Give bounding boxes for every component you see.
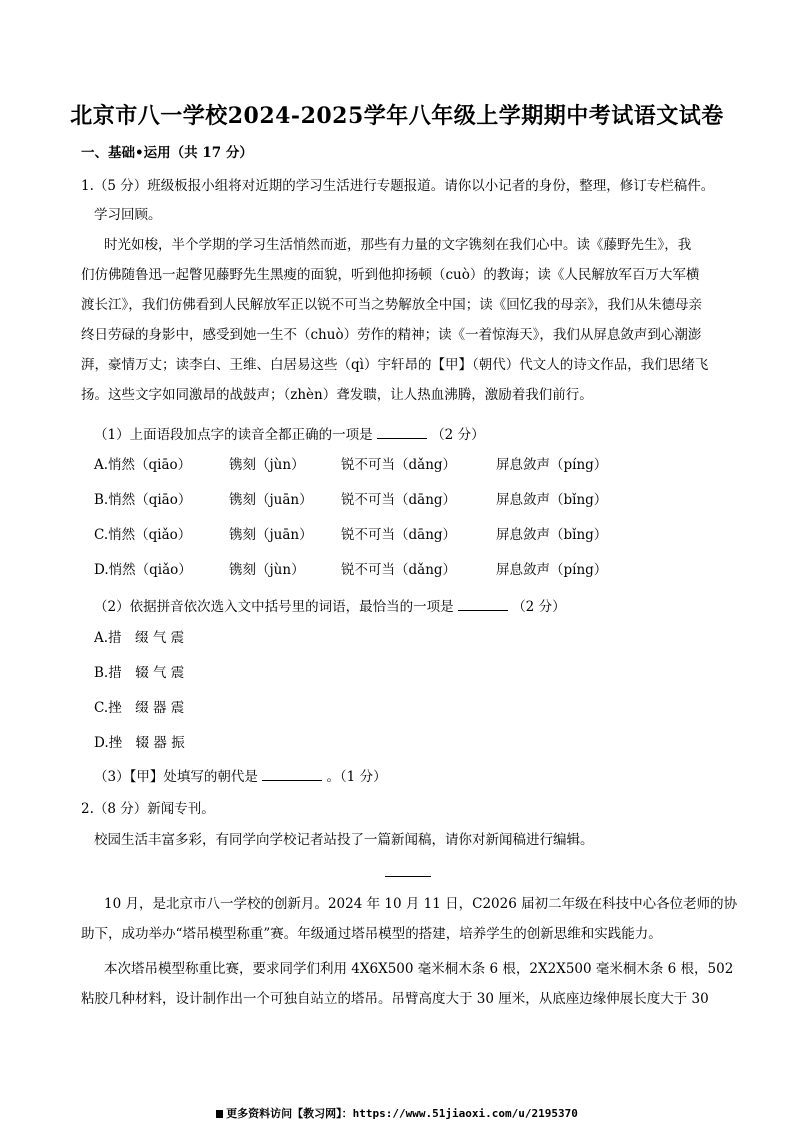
option-c-3: 锐不可当（dāng） <box>341 527 457 543</box>
option-b: B.措 辍 气 震 <box>94 665 185 681</box>
score-text: （2 分） <box>512 599 566 615</box>
footer-link[interactable] <box>0 1105 794 1121</box>
q1-stem-cont: 学习回顾。 <box>94 207 162 223</box>
option-d: D.挫 辍 器 振 <box>94 735 185 751</box>
score-text: （2 分） <box>431 427 485 443</box>
q1-sub3-prompt <box>94 766 387 787</box>
option-d-2: 镌刻（jùn） <box>229 562 305 578</box>
footer-text: 更多资料访问【教习网】：https://www.51jiaoxi.com/u/2195370 <box>226 1107 578 1120</box>
page-title: 北京市八一学校2024-2025学年八年级上学期期中考试语文试卷 <box>70 103 724 129</box>
option-c-1: C.悄然（qiǎo） <box>94 527 192 543</box>
q1-para-line: 渡长江》，我们仿佛看到人民解放军正以锐不可当之势解放全中国；读《回忆我的母亲》，我们从朱德母亲 <box>81 297 702 313</box>
prompt-text: （2）依据拼音依次选入文中括号里的词语，最恰当的一项是 <box>94 599 454 615</box>
prompt-text: （3）【甲】处填写的朝代是 <box>94 769 258 785</box>
q1-para-line: 们仿佛随鲁迅一起瞥见藤野先生黑瘦的面貌，听到他抑扬顿（cuò）的教诲；读《人民解放军百万大军横 <box>81 267 700 283</box>
q1-para-line: 终日劳碌的身影中，感受到她一生不（chuò）劳作的精神；读《一着惊海天》，我们从屏息敛声到心潮澎 <box>81 327 702 343</box>
option-a-2: 镌刻（jùn） <box>229 457 305 473</box>
option-a-3: 锐不可当（dǎng） <box>341 457 457 473</box>
option-b-4: 屏息敛声（bǐng） <box>496 492 608 508</box>
option-a: A.措 缀 气 震 <box>94 630 185 646</box>
option-b-2: 镌刻（juān） <box>229 492 313 508</box>
q1-para-line: 时光如梭，半个学期的学习生活悄然而逝，那些有力量的文字镌刻在我们心中。读《藤野先生》，我 <box>104 237 692 253</box>
score-text: 。（1 分） <box>326 769 387 785</box>
q1-sub1-prompt <box>94 424 485 445</box>
option-a-4: 屏息敛声（píng） <box>496 457 608 473</box>
option-c-2: 镌刻（juān） <box>229 527 313 543</box>
option-b-3: 锐不可当（dāng） <box>341 492 457 508</box>
q2-para-line: 粘胶几种材料，设计制作出一个可独自站立的塔吊。吊臂高度大于 30 厘米，从底座边缘伸展长度大于 30 <box>81 991 709 1007</box>
headline-blank[interactable] <box>385 876 431 877</box>
prompt-text: （1）上面语段加点字的读音全都正确的一项是 <box>94 427 373 443</box>
answer-blank[interactable] <box>458 596 508 611</box>
option-c: C.挫 缀 器 震 <box>94 700 185 716</box>
option-d-3: 锐不可当（dǎng） <box>341 562 457 578</box>
option-c-4: 屏息敛声（bǐng） <box>496 527 608 543</box>
flag-icon <box>216 1110 223 1118</box>
option-d-4: 屏息敛声（píng） <box>496 562 608 578</box>
q1-stem: 1.（5 分）班级板报小组将对近期的学习生活进行专题报道。请你以小记者的身份，整理，修订专栏稿件。 <box>81 178 715 194</box>
option-a-1: A.悄然（qiāo） <box>94 457 192 473</box>
q1-sub2-prompt <box>94 596 566 617</box>
q2-para-line: 本次塔吊模型称重比赛，要求同学们利用 4X6X500 毫米桐木条 6 根，2X2X500 毫米桐木条 6 根，502 <box>104 961 734 977</box>
section-heading: 一、基础•运用（共 17 分） <box>81 145 253 161</box>
q2-intro: 校园生活丰富多彩，有同学向学校记者站投了一篇新闻稿，请你对新闻稿进行编辑。 <box>94 832 594 848</box>
q2-para-line: 助下，成功举办“塔吊模型称重”赛。年级通过塔吊模型的搭建，培养学生的创新思维和实践能力。 <box>81 926 662 942</box>
q1-para-line: 扬。这些文字如同激昂的战鼓声；（zhèn）聋发聩，让人热血沸腾，激励着我们前行。 <box>81 387 593 403</box>
q1-para-line: 湃，豪情万丈；读李白、王维、白居易这些（qì）宇轩昂的【甲】（朝代）代文人的诗文作品，我们思绪飞 <box>81 357 709 373</box>
option-d-1: D.悄然（qiǎo） <box>94 562 192 578</box>
answer-blank[interactable] <box>262 766 322 781</box>
option-b-1: B.悄然（qiāo） <box>94 492 192 508</box>
q2-para-line: 10 月，是北京市八一学校的创新月。2024 年 10 月 11 日，C2026 届初二年级在科技中心各位老师的协 <box>104 896 738 912</box>
answer-blank[interactable] <box>377 424 427 439</box>
q2-stem: 2.（8 分）新闻专刊。 <box>81 801 215 817</box>
